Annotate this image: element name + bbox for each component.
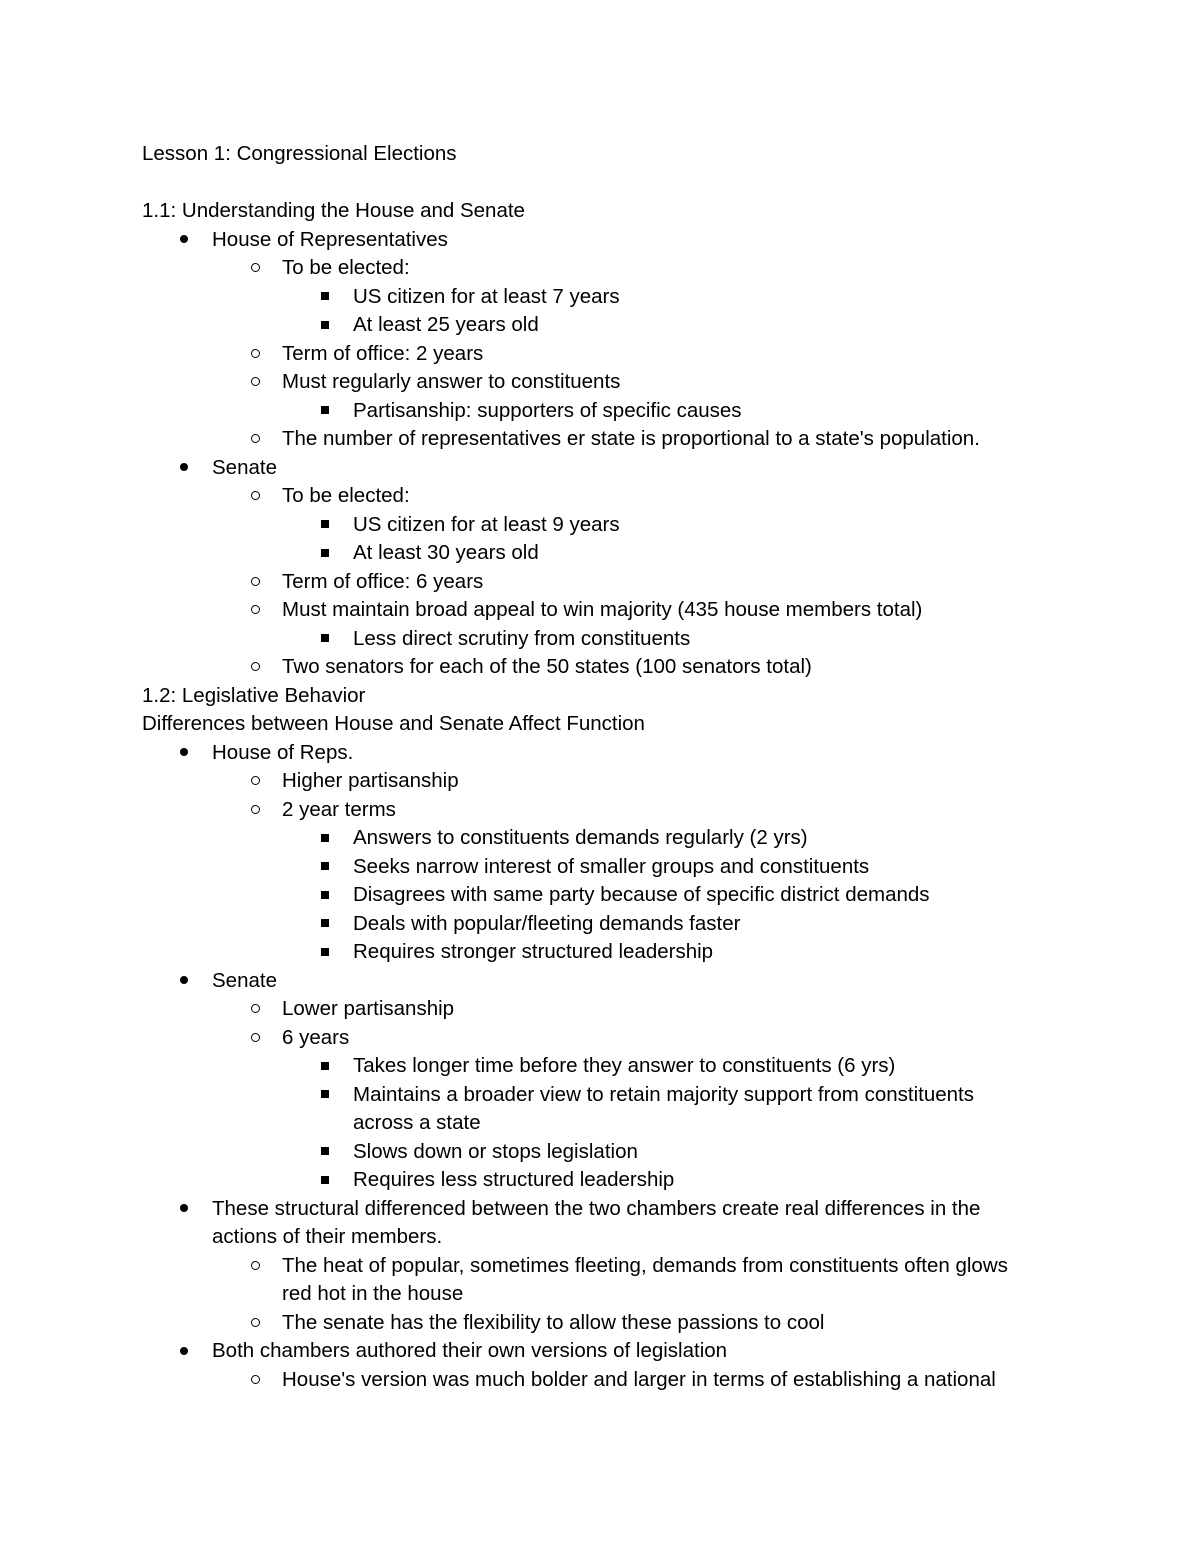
list-item [142, 425, 1082, 454]
bullet-circle-icon [245, 995, 265, 1024]
list-item [142, 796, 1082, 825]
list-item [142, 853, 1082, 882]
bullet-square-icon [315, 539, 335, 568]
bullet-dot-icon [174, 967, 194, 996]
document-page [142, 140, 1082, 1394]
bullet-circle-icon [245, 796, 265, 825]
list-item-text: Senate [212, 455, 277, 479]
list-item [142, 539, 1082, 568]
list-item-text: actions of their members. [212, 1225, 443, 1248]
list-item-text: To be elected: [282, 484, 410, 507]
list-item [142, 938, 1082, 967]
lesson-title: Lesson 1: Congressional Elections [142, 142, 457, 165]
bullet-dot-icon [174, 226, 194, 255]
list-item-text: Term of office: 2 years [282, 341, 484, 365]
list-item-text: 2 year terms [282, 797, 396, 821]
list-item-text: Term of office: 6 years [282, 569, 484, 593]
bullet-dot-icon [174, 454, 194, 483]
bullet-square-icon [315, 511, 335, 540]
list-item-text: The senate has the flexibility to allow these passions to cool [282, 1310, 825, 1334]
list-item-text: Higher partisanship [282, 769, 459, 792]
list-item-text: Seeks narrow interest of smaller groups and constituents [353, 854, 870, 878]
list-item [142, 1052, 1082, 1081]
list-item-text: red hot in the house [282, 1282, 464, 1305]
list-item [142, 397, 1082, 426]
bullet-circle-icon [245, 340, 265, 369]
bullet-square-icon [315, 397, 335, 426]
bullet-square-icon [315, 625, 335, 654]
list-item-text: Requires less structured leadership [353, 1168, 675, 1191]
list-item-continuation [142, 1223, 1082, 1252]
bullet-dot-icon [174, 1337, 194, 1366]
list-item [142, 283, 1082, 312]
list-item-text: Senate [212, 968, 277, 992]
list-item [142, 311, 1082, 340]
bullet-square-icon [315, 910, 335, 939]
list-item [142, 226, 1082, 255]
bullet-circle-icon [245, 596, 265, 625]
list-item [142, 1024, 1082, 1053]
list-item-text: At least 25 years old [353, 313, 539, 336]
list-item-text: To be elected: [282, 256, 410, 279]
list-item [142, 1195, 1082, 1224]
list-item [142, 1337, 1082, 1366]
bullet-square-icon [315, 938, 335, 967]
list-item-text: At least 30 years old [353, 541, 539, 564]
list-item [142, 1366, 1082, 1395]
list-item-text: Must maintain broad appeal to win majority (435 house members total) [282, 598, 923, 621]
list-item [142, 511, 1082, 540]
bullet-circle-icon [245, 653, 265, 682]
list-item [142, 910, 1082, 939]
list-item [142, 1252, 1082, 1281]
list-item-text: House's version was much bolder and larger in terms of establishing a national [282, 1367, 996, 1391]
list-item [142, 739, 1082, 768]
section-heading: 1.2: Legislative Behavior [142, 683, 366, 707]
list-item [142, 454, 1082, 483]
list-item [142, 568, 1082, 597]
bullet-circle-icon [245, 482, 265, 511]
bullet-circle-icon [245, 1252, 265, 1281]
bullet-circle-icon [245, 368, 265, 397]
bullet-dot-icon [174, 1195, 194, 1224]
list-item-text: across a state [353, 1111, 481, 1134]
bullet-square-icon [315, 824, 335, 853]
list-item-text: Must regularly answer to constituents [282, 370, 621, 393]
list-item-text: US citizen for at least 9 years [353, 512, 620, 536]
list-item [142, 881, 1082, 910]
bullet-circle-icon [245, 1366, 265, 1395]
list-item-text: Partisanship: supporters of specific causes [353, 398, 742, 422]
list-item-text: House of Reps. [212, 740, 354, 764]
bullet-dot-icon [174, 739, 194, 768]
bullet-square-icon [315, 1052, 335, 1081]
list-item [142, 1138, 1082, 1167]
list-item-text: The number of representatives er state is proportional to a state's population. [282, 427, 980, 450]
section-subheading: Differences between House and Senate Affect Function [142, 712, 645, 735]
list-item-text: Both chambers authored their own versions of legislation [212, 1339, 728, 1362]
list-item [142, 995, 1082, 1024]
list-item-text: Lower partisanship [282, 997, 455, 1020]
list-item-text: US citizen for at least 7 years [353, 284, 620, 308]
bullet-square-icon [315, 1081, 335, 1110]
list-item [142, 596, 1082, 625]
list-item-text: Slows down or stops legislation [353, 1139, 638, 1163]
list-item [142, 1166, 1082, 1195]
list-item [142, 1309, 1082, 1338]
bullet-square-icon [315, 1166, 335, 1195]
list-item [142, 340, 1082, 369]
list-item [142, 254, 1082, 283]
list-item-continuation [142, 1109, 1082, 1138]
list-item-text: These structural differenced between the two chambers create real differences in the [212, 1196, 981, 1220]
list-item [142, 967, 1082, 996]
bullet-circle-icon [245, 1024, 265, 1053]
list-item [142, 625, 1082, 654]
bullet-square-icon [315, 311, 335, 340]
list-item-text: Deals with popular/fleeting demands faster [353, 911, 741, 935]
bullet-square-icon [315, 881, 335, 910]
list-item-text: Takes longer time before they answer to constituents (6 yrs) [353, 1054, 896, 1077]
list-item-text: House of Representatives [212, 227, 448, 251]
bullet-circle-icon [245, 568, 265, 597]
list-item-text: Requires stronger structured leadership [353, 940, 714, 963]
list-item [142, 653, 1082, 682]
bullet-square-icon [315, 853, 335, 882]
list-item-continuation [142, 1280, 1082, 1309]
list-item-text: Answers to constituents demands regularly (2 yrs) [353, 826, 808, 849]
list-item-text: The heat of popular, sometimes fleeting, demands from constituents often glows [282, 1253, 1008, 1277]
bullet-circle-icon [245, 254, 265, 283]
list-item [142, 767, 1082, 796]
bullet-circle-icon [245, 425, 265, 454]
list-item-text: Less direct scrutiny from constituents [353, 626, 691, 650]
list-item-text: 6 years [282, 1025, 350, 1049]
list-item [142, 1081, 1082, 1110]
list-item-text: Disagrees with same party because of specific district demands [353, 883, 930, 906]
list-item-text: Maintains a broader view to retain majority support from constituents [353, 1082, 974, 1106]
bullet-square-icon [315, 283, 335, 312]
bullet-circle-icon [245, 767, 265, 796]
list-item [142, 368, 1082, 397]
bullet-circle-icon [245, 1309, 265, 1338]
list-item [142, 824, 1082, 853]
list-item-text: Two senators for each of the 50 states (100 senators total) [282, 655, 812, 678]
section-heading: 1.1: Understanding the House and Senate [142, 199, 525, 222]
bullet-square-icon [315, 1138, 335, 1167]
blank-line [142, 169, 1082, 198]
list-item [142, 482, 1082, 511]
